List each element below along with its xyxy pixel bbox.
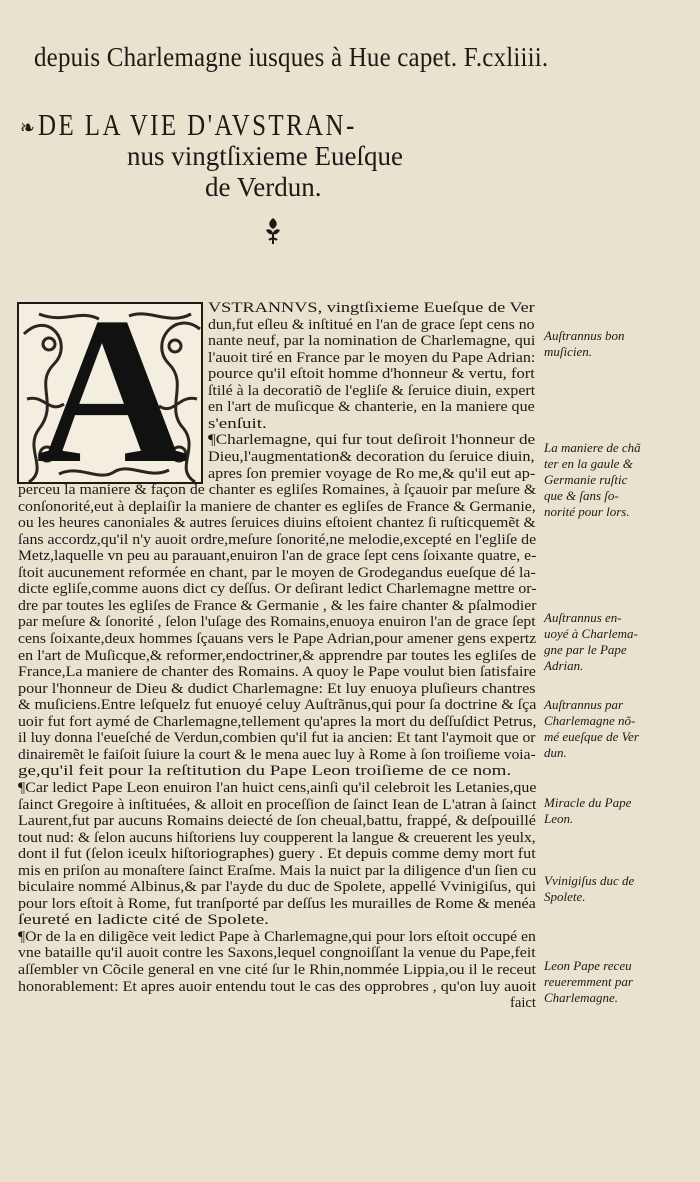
floral-ornament-icon: [262, 216, 284, 246]
margin-note: [544, 328, 684, 360]
body-line: perceu la maniere & façon de chanter es egliſes Romaines, à ſçauoir par meſure &: [18, 481, 537, 499]
decorated-initial: [17, 302, 203, 484]
body-line: aſſembler vn Cõcile general en vne cité ſur le Rhin,nommée Lippia,ou il le receut: [18, 961, 536, 978]
margin-note-line: Charlemagne.: [544, 990, 619, 1005]
margin-note-line: Miracle du Pape: [544, 795, 632, 810]
body-line: dinairemẽt le faiſoit ſuiure la court & le mena auec luy à Rome à ſon troiſieme voia-: [18, 745, 536, 763]
body-line: dun,fut eſleu & inſtitué en l'an de grace ſept cens no: [208, 315, 535, 333]
body-line: honorablement: Et apres auoir entendu tout le cas des opprobres , qu'on luy auoit: [18, 977, 537, 995]
margin-note-line: Auſtrannus en-: [544, 610, 622, 625]
margin-note-line: ter en la gaule &: [544, 456, 633, 471]
chapter-title-line-1: [20, 107, 535, 143]
body-line: biculaire nommé Albinus,& par l'ayde du duc de Spolete, appellé Vvinigiſus, qui: [18, 878, 537, 896]
initial-letter: A: [36, 302, 188, 484]
margin-note: [544, 873, 684, 905]
margin-note-line: mé eueſque de Ver: [544, 729, 639, 744]
body-line: dont il fut (ſelon iceulx hiſtoriographes) guery . Et depuis comme demy mort fut: [18, 845, 536, 863]
body-line: par meſure & ſonorité , ſelon l'uſage des Romains,enuoya enuiron l'an de grace ſept: [18, 613, 536, 631]
body-line: ſtilé à la decoratiõ de l'egliſe & ſeruice diuin, expert: [208, 381, 536, 399]
margin-note: [544, 795, 684, 827]
margin-note-line: Vvinigiſus duc de: [544, 873, 635, 888]
body-line: pour lors eſtoit à Rome, fut tranſporté par deſſus les murailles de Rome & menéa: [18, 894, 536, 912]
margin-note-line: La maniere de chã: [544, 440, 641, 455]
body-line: mis en priſon au monaſtere ſainct Eraſme. Mais la nuict par la diligence d'un ſien cu: [18, 861, 537, 879]
body-line: ou les heures canoniales & autres ſeruices diuins eſtoient chantez ſi ruſticquemẽt &: [18, 514, 536, 532]
margin-note-line: Auſtrannus bon: [544, 328, 625, 343]
body-line: vne bataille qu'il auoit contre les Saxons,lequel congnoiſſant la venue du Pape,feit: [18, 944, 536, 962]
margin-note-line: uoyé à Charlema-: [544, 626, 638, 641]
body-line: pour l'honneur de Dieu & dudict Charlemagne: Et luy enuoya pluſieurs chantres: [18, 679, 536, 697]
margin-note-line: Charlemagne nõ-: [544, 713, 636, 728]
body-line: dre par toutes les egliſes de France & Germanie , & les faire chanter & pſalmodier: [18, 596, 537, 614]
body-line: en l'art de Muſicque,& reformer,endoctriner,& apprendre par toutes les egliſes de: [18, 646, 537, 664]
body-line: France,La maniere de chanter des Romains. A quoy le Pape voulut bien ſatisfaire: [18, 663, 536, 681]
margin-note-line: Germanie ruſtic: [544, 472, 628, 487]
body-line: faict: [510, 994, 536, 1012]
margin-note-line: Auſtrannus par: [544, 697, 624, 712]
body-line: ge,qu'il feit pour la reſtitution du Pape Leon troiſieme de ce nom.: [18, 762, 512, 780]
margin-note-line: reueremment par: [544, 974, 633, 989]
chapter-title-line-3: de Verdun.: [205, 172, 322, 202]
margin-note-line: Leon Pape receu: [544, 958, 632, 973]
body-line: ¶Or de la en diligẽce veit ledict Pape à Charlemagne,qui pour lors eſtoit occupé en: [18, 927, 536, 945]
body-line: Laurent,fut par aucuns Romains deiecté de ſon cheual,battu, frappé, & deſpouillé: [18, 812, 536, 830]
chapter-title-line-2: nus vingtſixieme Eueſque: [127, 141, 403, 171]
margin-note-line: norité pour lors.: [544, 504, 630, 519]
body-line: cens ſoixante,deux hommes ſçauans vers le Pape Adrian,pour amener gens expertz: [18, 630, 537, 647]
body-line: ſainct Gregoire à inſtituées, & alloit en proceſſion de ſainct Iean de L'atran à ſainct: [18, 795, 537, 813]
margin-note: [544, 440, 684, 520]
margin-note-line: gne par le Pape: [544, 642, 627, 657]
margin-note-line: Leon.: [544, 811, 574, 826]
body-line: ¶Car ledict Pape Leon enuiron l'an huict cens,ainſi qu'il celebroit les Letanies,que: [18, 778, 537, 796]
body-line: ſtoit aucunement reformée en chant, par le moyen de Grodegandus eueſque dé la-: [18, 563, 536, 581]
margin-note-line: Adrian.: [544, 658, 584, 673]
margin-note-line: que & ſans ſo-: [544, 488, 619, 503]
body-line: l'auoit tiré en France par le moyen du Pape Adrian:: [208, 348, 536, 366]
margin-note-line: muſicien.: [544, 344, 593, 359]
body-line: apres ſon premier voyage de Ro me,& qu'il eut ap-: [208, 464, 536, 482]
chapter-title-text: DE LA VIE D'AVSTRAN-: [38, 107, 357, 142]
body-line: nante neuf, par la nomination de Charlemagne, qui: [208, 332, 536, 350]
body-line: il luy donna l'eueſché de Verdun,combien qu'il fut ia ancien: Et tant l'aymoit que or: [18, 729, 536, 747]
body-line: ¶Charlemagne, qui fur tout deſiroit l'honneur de: [208, 431, 536, 449]
body-line: uoir fut fort aymé de Charlemagne,tellement qu'apres la mort du deſſuſdict Petrus,: [18, 712, 537, 730]
body-line: Metz,laquelle vn peu au parauant,enuiron l'an de grace ſept cens ſoixante quatre, e-: [18, 547, 537, 565]
body-line: dicte egliſe,comme auons dict cy deſſus. Or deſirant ledict Charlemagne mettre or-: [18, 580, 537, 598]
fleuron-icon: ❧: [20, 115, 35, 140]
body-line: s'enſuit.: [208, 414, 267, 432]
running-head: depuis Charlemagne iusques à Hue capet. F.cxliiii.: [34, 42, 549, 72]
margin-note-line: dun.: [544, 745, 567, 760]
body-line: pource qu'il eſtoit homme d'honneur & vertu, fort: [208, 365, 535, 383]
body-line: conſonorité,eut à deplaiſir la maniere de chanter es egliſes de France & Germanie,: [18, 497, 536, 515]
margin-note: [544, 958, 684, 1006]
margin-note: [544, 697, 684, 761]
body-line: Dieu,l'augmentation& decoration du ſeruice diuin,: [208, 447, 535, 465]
body-line: VSTRANNVS, vingtſixieme Eueſque de Ver: [208, 299, 535, 316]
body-line: en l'art de muſicque & chanterie, en la maniere que: [208, 398, 535, 416]
body-line: tout nud: & ſelon aucuns hiſtoriens luy coupperent la langue & creuerent les yeulx,: [18, 828, 536, 846]
body-line: ſeureté en ladicte cité de Spolete.: [18, 911, 269, 929]
body-line: ſans accordz,qu'il n'y auoit ordre,meſure ſonorité,ne melodie,excepté en l'egliſe de: [18, 530, 537, 548]
body-line: & muſiciens.Entre leſquelz fut enuoyé celuy Auſtrãnus,qui pour ſa doctrine & ſça: [18, 696, 537, 714]
margin-note-line: Spolete.: [544, 889, 586, 904]
margin-note: [544, 610, 684, 674]
